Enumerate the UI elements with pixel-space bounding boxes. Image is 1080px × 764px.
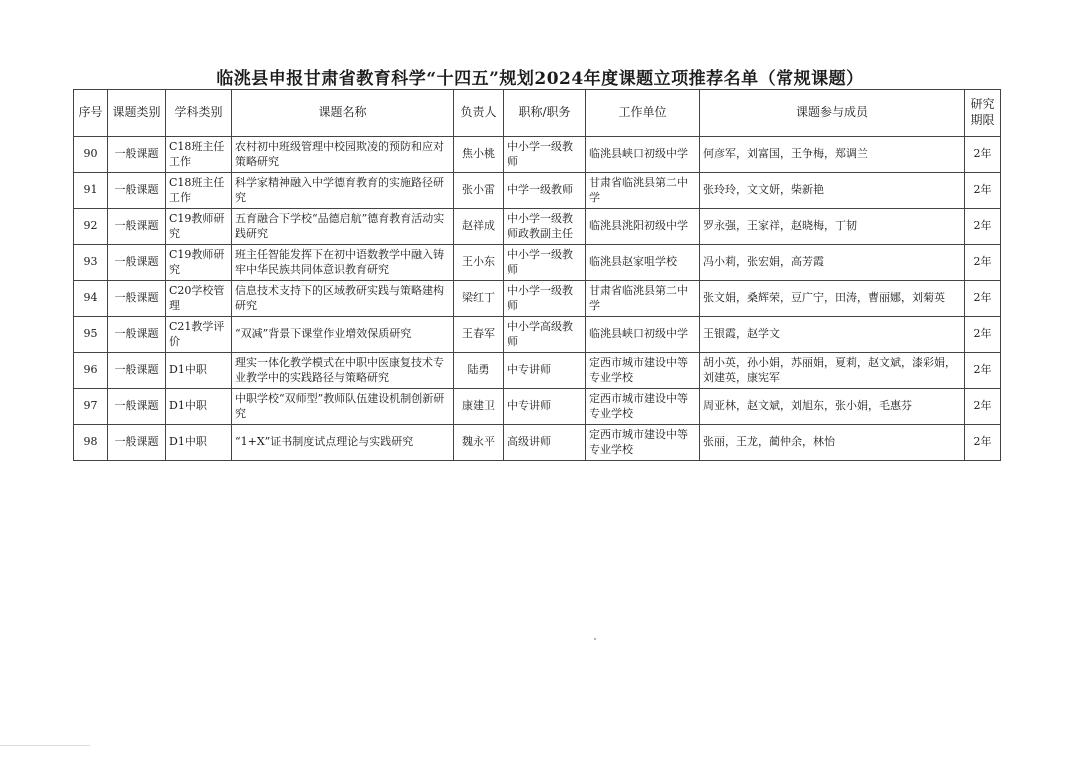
cell-subject: C21教学评价 [166, 317, 232, 353]
cell-no: 91 [74, 173, 108, 209]
cell-unit: 临洮县赵家咀学校 [586, 245, 700, 281]
cell-category: 一般课题 [108, 281, 166, 317]
cell-period: 2年 [965, 389, 1001, 425]
cell-period: 2年 [965, 209, 1001, 245]
cell-category: 一般课题 [108, 425, 166, 461]
table-row [74, 353, 1001, 389]
cell-members: 罗永强，王家祥，赵晓梅，丁韧 [700, 209, 965, 245]
table-row [74, 137, 1001, 173]
cell-subject: D1中职 [166, 425, 232, 461]
cell-name: 中职学校“双师型”教师队伍建设机制创新研究 [232, 389, 454, 425]
table-row [74, 209, 1001, 245]
cell-title: 中小学一级教师 [504, 281, 586, 317]
table-header-row [74, 90, 1001, 137]
page-title: 临洮县申报甘肃省教育科学“十四五”规划2024年度课题立项推荐名单（常规课题） [216, 69, 864, 89]
header-category: 课题类别 [108, 90, 166, 137]
cell-members: 张丽，王龙，蔺仲余，林怡 [700, 425, 965, 461]
cell-category: 一般课题 [108, 353, 166, 389]
cell-leader: 康建卫 [454, 389, 504, 425]
cell-period: 2年 [965, 353, 1001, 389]
cell-period: 2年 [965, 173, 1001, 209]
cell-category: 一般课题 [108, 137, 166, 173]
cell-period: 2年 [965, 245, 1001, 281]
cell-name: 班主任智能发挥下在初中语数教学中融入铸牢中华民族共同体意识教育研究 [232, 245, 454, 281]
header-name: 课题名称 [232, 90, 454, 137]
cell-name: 科学家精神融入中学德育教育的实施路径研究 [232, 173, 454, 209]
header-title: 职称/职务 [504, 90, 586, 137]
cell-title: 中学一级教师 [504, 173, 586, 209]
table-row [74, 281, 1001, 317]
cell-unit: 定西市城市建设中等专业学校 [586, 425, 700, 461]
cell-period: 2年 [965, 425, 1001, 461]
cell-no: 92 [74, 209, 108, 245]
table-row [74, 389, 1001, 425]
cell-category: 一般课题 [108, 245, 166, 281]
cell-name: 五育融合下学校“品德启航”德育教育活动实践研究 [232, 209, 454, 245]
cell-no: 93 [74, 245, 108, 281]
cell-leader: 王小东 [454, 245, 504, 281]
header-unit: 工作单位 [586, 90, 700, 137]
scan-artifact-dot [594, 638, 596, 640]
header-leader: 负责人 [454, 90, 504, 137]
cell-title: 高级讲师 [504, 425, 586, 461]
cell-title: 中专讲师 [504, 353, 586, 389]
cell-title: 中小学高级教师 [504, 317, 586, 353]
cell-subject: C19教师研究 [166, 209, 232, 245]
cell-no: 90 [74, 137, 108, 173]
header-members: 课题参与成员 [700, 90, 965, 137]
cell-category: 一般课题 [108, 389, 166, 425]
cell-period: 2年 [965, 137, 1001, 173]
cell-no: 97 [74, 389, 108, 425]
cell-title: 中专讲师 [504, 389, 586, 425]
cell-name: 农村初中班级管理中校园欺凌的预防和应对策略研究 [232, 137, 454, 173]
header-subject: 学科类别 [166, 90, 232, 137]
cell-unit: 临洮县洮阳初级中学 [586, 209, 700, 245]
cell-leader: 梁红丁 [454, 281, 504, 317]
cell-unit: 临洮县峡口初级中学 [586, 317, 700, 353]
table-row [74, 245, 1001, 281]
cell-period: 2年 [965, 317, 1001, 353]
cell-title: 中小学一级教师 [504, 245, 586, 281]
cell-no: 95 [74, 317, 108, 353]
cell-unit: 临洮县峡口初级中学 [586, 137, 700, 173]
cell-subject: C20学校管理 [166, 281, 232, 317]
cell-no: 94 [74, 281, 108, 317]
cell-members: 王银霞，赵学文 [700, 317, 965, 353]
scan-artifact-line [0, 745, 90, 746]
cell-subject: C19教师研究 [166, 245, 232, 281]
cell-members: 张文娟，桑辉荣，豆广宁，田涛，曹丽娜，刘菊英 [700, 281, 965, 317]
cell-title: 中小学一级教师 [504, 137, 586, 173]
cell-category: 一般课题 [108, 317, 166, 353]
cell-leader: 魏永平 [454, 425, 504, 461]
cell-leader: 陆勇 [454, 353, 504, 389]
cell-name: “双减”背景下课堂作业增效保质研究 [232, 317, 454, 353]
cell-unit: 定西市城市建设中等专业学校 [586, 353, 700, 389]
cell-subject: C18班主任工作 [166, 137, 232, 173]
header-no: 序号 [74, 90, 108, 137]
cell-name: 理实一体化教学模式在中职中医康复技术专业教学中的实践路径与策略研究 [232, 353, 454, 389]
cell-subject: C18班主任工作 [166, 173, 232, 209]
cell-members: 何彦军，刘富国，王争梅，郑调兰 [700, 137, 965, 173]
cell-no: 96 [74, 353, 108, 389]
cell-members: 胡小英，孙小娟，苏丽娟，夏莉，赵文斌，漆彩娟，刘建英，康宪军 [700, 353, 965, 389]
cell-category: 一般课题 [108, 173, 166, 209]
cell-period: 2年 [965, 281, 1001, 317]
cell-category: 一般课题 [108, 209, 166, 245]
cell-subject: D1中职 [166, 353, 232, 389]
cell-name: 信息技术支持下的区域教研实践与策略建构研究 [232, 281, 454, 317]
cell-leader: 王春军 [454, 317, 504, 353]
cell-leader: 焦小桃 [454, 137, 504, 173]
cell-name: “1+X”证书制度试点理论与实践研究 [232, 425, 454, 461]
cell-leader: 赵祥成 [454, 209, 504, 245]
cell-members: 周亚林，赵文斌，刘旭东，张小娟，毛惠芬 [700, 389, 965, 425]
cell-unit: 甘肃省临洮县第二中学 [586, 173, 700, 209]
cell-unit: 定西市城市建设中等专业学校 [586, 389, 700, 425]
table-row [74, 173, 1001, 209]
cell-subject: D1中职 [166, 389, 232, 425]
cell-no: 98 [74, 425, 108, 461]
table-body [74, 137, 1001, 461]
cell-members: 张玲玲，文文妍，柴新艳 [700, 173, 965, 209]
cell-unit: 甘肃省临洮县第二中学 [586, 281, 700, 317]
cell-title: 中小学一级教师政教副主任 [504, 209, 586, 245]
cell-leader: 张小雷 [454, 173, 504, 209]
table-row [74, 425, 1001, 461]
recommendation-table [73, 89, 1001, 461]
cell-members: 冯小莉，张宏娟，高芳霞 [700, 245, 965, 281]
header-period: 研究期限 [965, 90, 1001, 137]
table-row [74, 317, 1001, 353]
